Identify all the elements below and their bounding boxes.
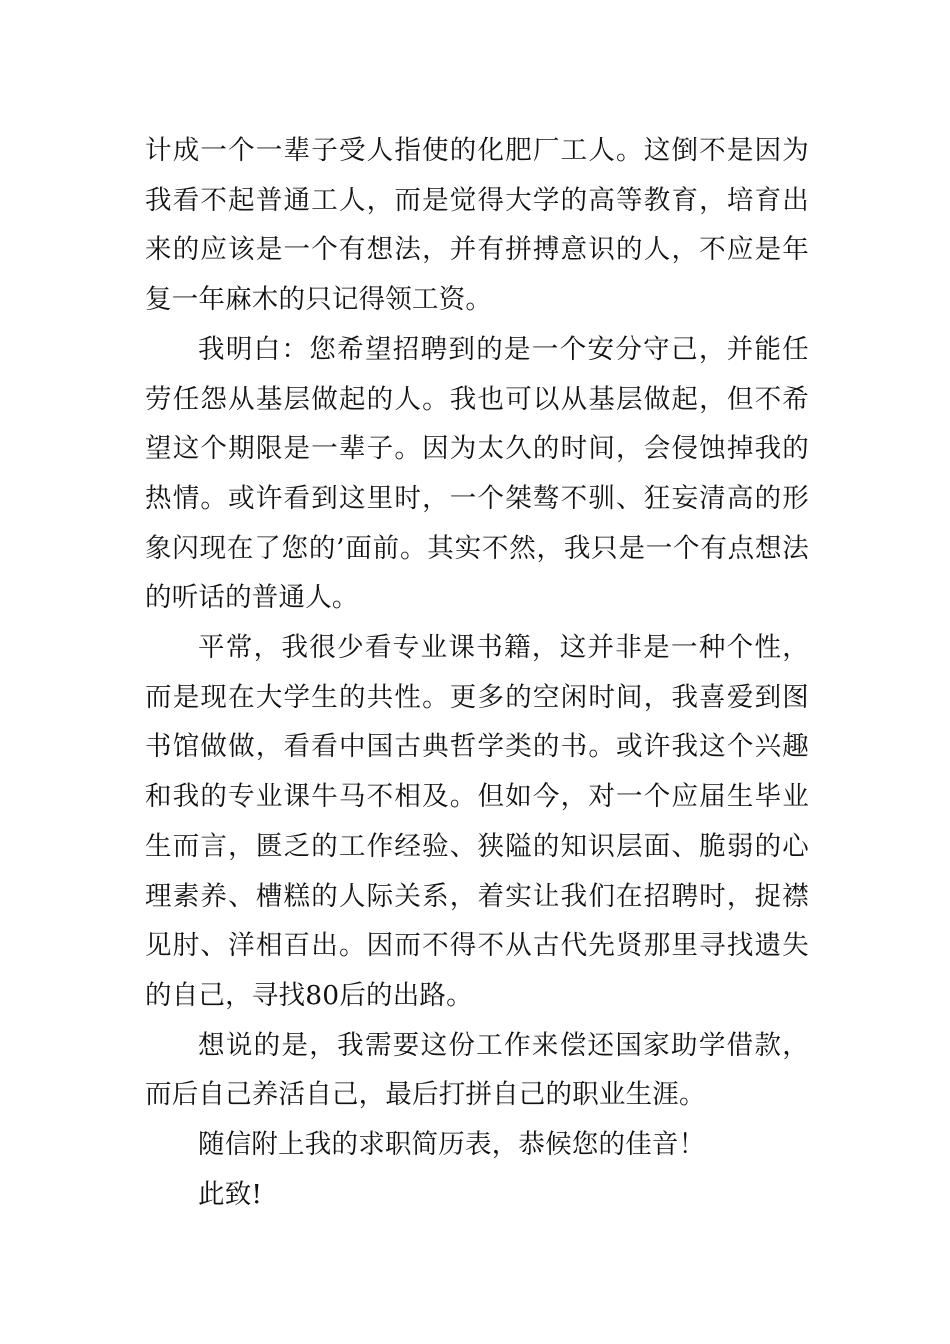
paragraph-continuation: 计成一个一辈子受人指使的化肥厂工人。这倒不是因为我看不起普通工人，而是觉得大学的高等教育，培育出来的应该是一个有想法，并有拼搏意识的人，不应是年复一年麻木的只记得领工资。 — [145, 135, 809, 316]
paragraph-interests: 平常，我很少看专业课书籍，这并非是一种个性，而是现在大学生的共性。更多的空闲时间，我喜爱到图书馆做做，看看中国古典哲学类的书。或许我这个兴趣和我的专业课牛马不相及。但如今，对一个应届生毕业生而言，匮乏的工作经验、狭隘的知识层面、脆弱的心理素养、槽糕的人际关系，着实让我们在招聘时，捉襟见肘、洋相百出。因而不得不从古代先贤那里寻找遗失的自己，寻找80后的出路。 — [145, 632, 809, 1011]
letter-body — [145, 126, 809, 1219]
paragraph-attachment: 随信附上我的求职简历表，恭候您的佳音！ — [198, 1129, 706, 1161]
paragraph-expectation: 我明白：您希望招聘到的是一个安分守己，并能任劳任怨从基层做起的人。我也可以从基层做起，但不希望这个期限是一辈子。因为太久的时间，会侵蚀掉我的热情。或许看到这里时，一个桀骜不驯、狂妄清高的形象闪现在了您的’面前。其实不然，我只是一个有点想法的听话的普通人。 — [145, 333, 809, 614]
paragraph-motivation: 想说的是，我需要这份工作来偿还国家助学借款，而后自己养活自己，最后打拼自己的职业生涯。 — [145, 1029, 809, 1111]
paragraph-closing: 此致! — [198, 1178, 263, 1210]
